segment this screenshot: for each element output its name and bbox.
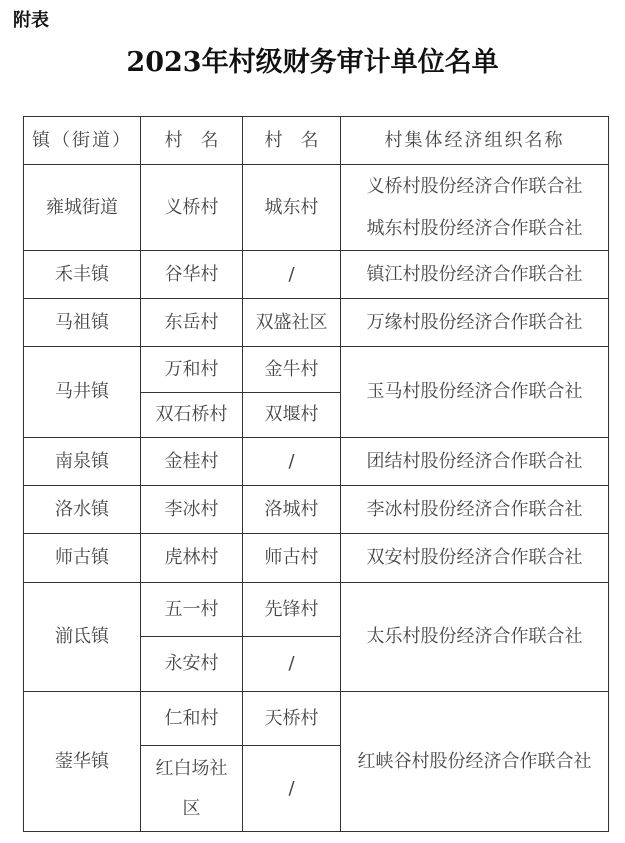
organization-name: 城东村股份经济合作联合社	[366, 217, 583, 239]
village-cell: 永安村	[141, 637, 243, 692]
village-cell: 双石桥村	[141, 393, 243, 438]
town-cell: 南泉镇	[24, 438, 141, 486]
table-row	[24, 438, 609, 486]
header-organization: 村集体经济组织名称	[341, 117, 609, 165]
organization-cell	[341, 165, 609, 251]
header-village-2: 村名	[243, 117, 341, 165]
document-title: 2023年村级财务审计单位名单	[126, 47, 499, 78]
village-cell: 城东村	[243, 165, 341, 251]
village-cell: /	[243, 746, 341, 832]
town-cell: 马井镇	[24, 347, 141, 438]
village-cell: 双堰村	[243, 393, 341, 438]
village-cell: 先锋村	[243, 583, 341, 637]
audit-units-table	[23, 116, 609, 832]
village-cell: 仁和村	[141, 692, 243, 746]
village-cell: /	[243, 438, 341, 486]
village-cell: 李冰村	[141, 486, 243, 534]
table-row	[24, 583, 609, 637]
table-row	[24, 165, 609, 251]
header-row	[24, 117, 609, 165]
town-cell: 马祖镇	[24, 299, 141, 347]
village-cell: 师古村	[243, 534, 341, 583]
organization-cell: 玉马村股份经济合作联合社	[341, 347, 609, 438]
table-row	[24, 534, 609, 583]
village-cell: 洛城村	[243, 486, 341, 534]
table-row	[24, 251, 609, 299]
village-cell: 谷华村	[141, 251, 243, 299]
organization-cell: 万缘村股份经济合作联合社	[341, 299, 609, 347]
header-village-1: 村名	[141, 117, 243, 165]
village-cell: 金牛村	[243, 347, 341, 393]
village-cell: 义桥村	[141, 165, 243, 251]
town-cell: 禾丰镇	[24, 251, 141, 299]
organization-cell: 团结村股份经济合作联合社	[341, 438, 609, 486]
appendix-label: 附表	[13, 10, 49, 31]
organization-cell: 镇江村股份经济合作联合社	[341, 251, 609, 299]
village-cell: 天桥村	[243, 692, 341, 746]
village-cell: 虎林村	[141, 534, 243, 583]
town-cell: 师古镇	[24, 534, 141, 583]
village-cell: /	[243, 637, 341, 692]
organization-name: 义桥村股份经济合作联合社	[366, 175, 583, 197]
village-cell: 金桂村	[141, 438, 243, 486]
village-cell: 红白场社区	[141, 746, 243, 832]
village-cell: /	[243, 251, 341, 299]
table-row	[24, 486, 609, 534]
header-town: 镇（街道）	[24, 117, 141, 165]
village-cell: 五一村	[141, 583, 243, 637]
organization-cell: 双安村股份经济合作联合社	[341, 534, 609, 583]
village-cell: 万和村	[141, 347, 243, 393]
organization-cell: 李冰村股份经济合作联合社	[341, 486, 609, 534]
table-row	[24, 299, 609, 347]
town-cell: 蓥华镇	[24, 692, 141, 832]
table-row	[24, 692, 609, 746]
organization-cell: 太乐村股份经济合作联合社	[341, 583, 609, 692]
village-cell: 双盛社区	[243, 299, 341, 347]
town-cell: 雍城街道	[24, 165, 141, 251]
village-cell: 东岳村	[141, 299, 243, 347]
organization-cell: 红峡谷村股份经济合作联合社	[341, 692, 609, 832]
town-cell: 洛水镇	[24, 486, 141, 534]
table-row	[24, 347, 609, 393]
town-cell: 湔氐镇	[24, 583, 141, 692]
